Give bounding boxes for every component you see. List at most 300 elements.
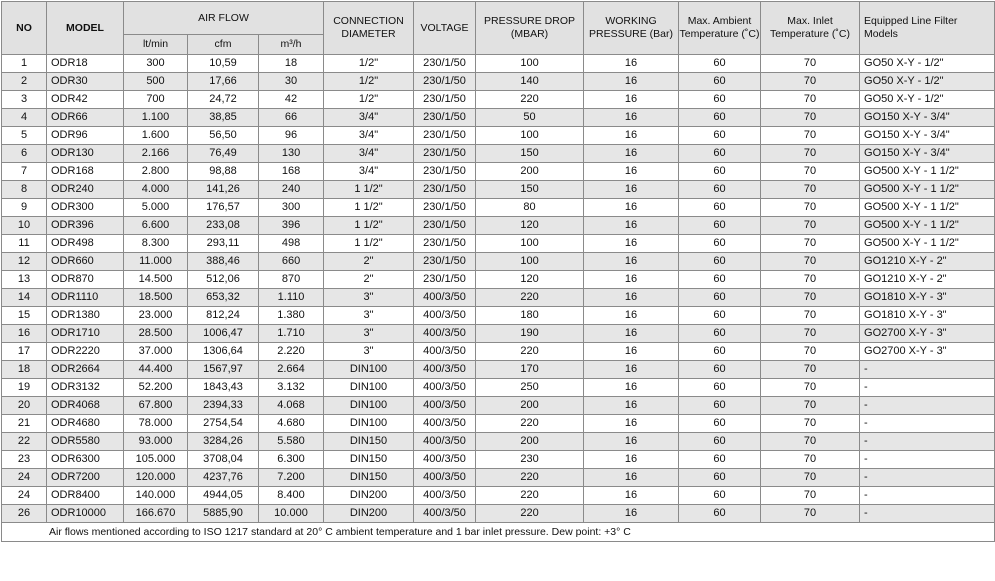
cell-max-ambient-temp: 60: [679, 127, 761, 145]
cell-max-inlet-temp: 70: [761, 307, 860, 325]
cell-working-pressure: 16: [584, 487, 679, 505]
cell-model: ODR4680: [47, 415, 124, 433]
cell-flow-cfm: 512,06: [188, 271, 259, 289]
cell-pressure-drop: 80: [476, 199, 584, 217]
table-row: [2, 397, 995, 415]
cell-flow-lt-min: 300: [124, 55, 188, 73]
cell-voltage: 230/1/50: [414, 73, 476, 91]
cell-flow-cfm: 141,26: [188, 181, 259, 199]
cell-filter-model: GO1210 X-Y - 2": [860, 271, 995, 289]
cell-voltage: 230/1/50: [414, 91, 476, 109]
cell-pressure-drop: 220: [476, 343, 584, 361]
table-row: [2, 55, 995, 73]
cell-no: 17: [2, 343, 47, 361]
cell-connection-diameter: 3/4": [324, 127, 414, 145]
cell-model: ODR10000: [47, 505, 124, 523]
cell-flow-cfm: 3708,04: [188, 451, 259, 469]
cell-flow-cfm: 24,72: [188, 91, 259, 109]
cell-flow-cfm: 5885,90: [188, 505, 259, 523]
cell-max-inlet-temp: 70: [761, 163, 860, 181]
cell-max-inlet-temp: 70: [761, 505, 860, 523]
cell-flow-m3h: 4.680: [259, 415, 324, 433]
cell-max-ambient-temp: 60: [679, 487, 761, 505]
cell-working-pressure: 16: [584, 469, 679, 487]
cell-pressure-drop: 120: [476, 271, 584, 289]
cell-working-pressure: 16: [584, 325, 679, 343]
cell-pressure-drop: 200: [476, 397, 584, 415]
cell-connection-diameter: DIN100: [324, 379, 414, 397]
cell-flow-lt-min: 67.800: [124, 397, 188, 415]
cell-flow-lt-min: 105.000: [124, 451, 188, 469]
cell-flow-lt-min: 52.200: [124, 379, 188, 397]
cell-max-inlet-temp: 70: [761, 109, 860, 127]
cell-flow-lt-min: 23.000: [124, 307, 188, 325]
cell-max-ambient-temp: 60: [679, 181, 761, 199]
cell-flow-cfm: 176,57: [188, 199, 259, 217]
cell-flow-m3h: 7.200: [259, 469, 324, 487]
cell-voltage: 230/1/50: [414, 199, 476, 217]
table-row: [2, 109, 995, 127]
table-row: [2, 451, 995, 469]
table-row: [2, 361, 995, 379]
cell-flow-m3h: 130: [259, 145, 324, 163]
cell-working-pressure: 16: [584, 415, 679, 433]
cell-filter-model: GO1810 X-Y - 3": [860, 289, 995, 307]
cell-flow-lt-min: 2.166: [124, 145, 188, 163]
specifications-table: [1, 1, 995, 542]
cell-flow-lt-min: 28.500: [124, 325, 188, 343]
cell-pressure-drop: 250: [476, 379, 584, 397]
cell-flow-lt-min: 1.600: [124, 127, 188, 145]
cell-max-inlet-temp: 70: [761, 343, 860, 361]
cell-max-inlet-temp: 70: [761, 199, 860, 217]
cell-model: ODR18: [47, 55, 124, 73]
cell-voltage: 230/1/50: [414, 217, 476, 235]
cell-voltage: 400/3/50: [414, 451, 476, 469]
cell-max-inlet-temp: 70: [761, 397, 860, 415]
cell-filter-model: GO150 X-Y - 3/4": [860, 127, 995, 145]
cell-max-ambient-temp: 60: [679, 199, 761, 217]
cell-max-inlet-temp: 70: [761, 127, 860, 145]
cell-max-ambient-temp: 60: [679, 109, 761, 127]
cell-working-pressure: 16: [584, 127, 679, 145]
table-row: [2, 73, 995, 91]
cell-flow-m3h: 1.710: [259, 325, 324, 343]
table-row: [2, 343, 995, 361]
cell-filter-model: GO500 X-Y - 1 1/2": [860, 235, 995, 253]
cell-flow-m3h: 6.300: [259, 451, 324, 469]
cell-connection-diameter: 3/4": [324, 145, 414, 163]
cell-voltage: 400/3/50: [414, 289, 476, 307]
cell-voltage: 230/1/50: [414, 271, 476, 289]
cell-no: 6: [2, 145, 47, 163]
cell-max-inlet-temp: 70: [761, 469, 860, 487]
cell-max-ambient-temp: 60: [679, 145, 761, 163]
table-row: [2, 145, 995, 163]
cell-no: 22: [2, 433, 47, 451]
header-air-flow-lt-min: lt/min: [124, 35, 188, 55]
cell-flow-m3h: 4.068: [259, 397, 324, 415]
cell-max-ambient-temp: 60: [679, 451, 761, 469]
cell-max-inlet-temp: 70: [761, 451, 860, 469]
cell-max-ambient-temp: 60: [679, 469, 761, 487]
table-row: [2, 91, 995, 109]
cell-no: 23: [2, 451, 47, 469]
cell-flow-m3h: 300: [259, 199, 324, 217]
cell-max-inlet-temp: 70: [761, 289, 860, 307]
cell-connection-diameter: DIN150: [324, 469, 414, 487]
cell-flow-cfm: 2394,33: [188, 397, 259, 415]
cell-pressure-drop: 100: [476, 127, 584, 145]
cell-flow-m3h: 10.000: [259, 505, 324, 523]
cell-flow-lt-min: 140.000: [124, 487, 188, 505]
table-row: [2, 199, 995, 217]
header-voltage: VOLTAGE: [414, 2, 476, 55]
cell-flow-cfm: 2754,54: [188, 415, 259, 433]
cell-pressure-drop: 200: [476, 433, 584, 451]
cell-working-pressure: 16: [584, 181, 679, 199]
header-air-flow-cfm: cfm: [188, 35, 259, 55]
cell-connection-diameter: 1 1/2": [324, 199, 414, 217]
cell-working-pressure: 16: [584, 199, 679, 217]
cell-voltage: 400/3/50: [414, 469, 476, 487]
cell-working-pressure: 16: [584, 217, 679, 235]
table-row: [2, 415, 995, 433]
cell-max-inlet-temp: 70: [761, 271, 860, 289]
cell-pressure-drop: 50: [476, 109, 584, 127]
table-row: [2, 433, 995, 451]
cell-flow-lt-min: 5.000: [124, 199, 188, 217]
cell-pressure-drop: 230: [476, 451, 584, 469]
table-body: [2, 55, 995, 523]
cell-filter-model: -: [860, 397, 995, 415]
cell-flow-lt-min: 120.000: [124, 469, 188, 487]
cell-model: ODR7200: [47, 469, 124, 487]
cell-connection-diameter: 1 1/2": [324, 217, 414, 235]
cell-connection-diameter: DIN200: [324, 487, 414, 505]
cell-max-inlet-temp: 70: [761, 253, 860, 271]
cell-voltage: 230/1/50: [414, 55, 476, 73]
cell-model: ODR6300: [47, 451, 124, 469]
cell-no: 4: [2, 109, 47, 127]
cell-model: ODR870: [47, 271, 124, 289]
cell-no: 7: [2, 163, 47, 181]
cell-pressure-drop: 140: [476, 73, 584, 91]
cell-max-ambient-temp: 60: [679, 433, 761, 451]
cell-voltage: 400/3/50: [414, 325, 476, 343]
cell-working-pressure: 16: [584, 163, 679, 181]
cell-flow-m3h: 168: [259, 163, 324, 181]
header-filter-models: Equipped Line Filter Models: [860, 2, 995, 55]
cell-flow-m3h: 1.380: [259, 307, 324, 325]
cell-voltage: 230/1/50: [414, 145, 476, 163]
table-row: [2, 217, 995, 235]
cell-no: 15: [2, 307, 47, 325]
cell-pressure-drop: 220: [476, 469, 584, 487]
cell-flow-cfm: 812,24: [188, 307, 259, 325]
cell-flow-m3h: 660: [259, 253, 324, 271]
cell-connection-diameter: 3": [324, 289, 414, 307]
cell-flow-m3h: 5.580: [259, 433, 324, 451]
cell-max-ambient-temp: 60: [679, 163, 761, 181]
cell-connection-diameter: 3": [324, 325, 414, 343]
cell-working-pressure: 16: [584, 73, 679, 91]
cell-working-pressure: 16: [584, 307, 679, 325]
cell-working-pressure: 16: [584, 451, 679, 469]
cell-voltage: 400/3/50: [414, 433, 476, 451]
cell-max-ambient-temp: 60: [679, 271, 761, 289]
cell-flow-lt-min: 500: [124, 73, 188, 91]
cell-flow-lt-min: 8.300: [124, 235, 188, 253]
cell-filter-model: GO500 X-Y - 1 1/2": [860, 163, 995, 181]
cell-filter-model: GO50 X-Y - 1/2": [860, 55, 995, 73]
cell-flow-cfm: 4944,05: [188, 487, 259, 505]
cell-model: ODR1380: [47, 307, 124, 325]
cell-model: ODR240: [47, 181, 124, 199]
cell-model: ODR42: [47, 91, 124, 109]
cell-filter-model: GO500 X-Y - 1 1/2": [860, 181, 995, 199]
cell-max-ambient-temp: 60: [679, 73, 761, 91]
cell-max-inlet-temp: 70: [761, 487, 860, 505]
cell-working-pressure: 16: [584, 343, 679, 361]
cell-voltage: 230/1/50: [414, 181, 476, 199]
cell-pressure-drop: 100: [476, 235, 584, 253]
cell-flow-m3h: 96: [259, 127, 324, 145]
cell-voltage: 400/3/50: [414, 415, 476, 433]
cell-max-ambient-temp: 60: [679, 505, 761, 523]
cell-no: 21: [2, 415, 47, 433]
cell-flow-m3h: 870: [259, 271, 324, 289]
cell-model: ODR498: [47, 235, 124, 253]
cell-max-ambient-temp: 60: [679, 307, 761, 325]
cell-no: 8: [2, 181, 47, 199]
cell-flow-lt-min: 11.000: [124, 253, 188, 271]
cell-flow-cfm: 1567,97: [188, 361, 259, 379]
cell-model: ODR66: [47, 109, 124, 127]
cell-voltage: 400/3/50: [414, 505, 476, 523]
cell-model: ODR396: [47, 217, 124, 235]
cell-no: 2: [2, 73, 47, 91]
cell-no: 14: [2, 289, 47, 307]
header-no: NO: [2, 2, 47, 55]
cell-pressure-drop: 220: [476, 91, 584, 109]
header-pressure-drop: PRESSURE DROP (MBAR): [476, 2, 584, 55]
header-model: MODEL: [47, 2, 124, 55]
cell-voltage: 400/3/50: [414, 343, 476, 361]
cell-voltage: 400/3/50: [414, 397, 476, 415]
cell-max-ambient-temp: 60: [679, 289, 761, 307]
cell-flow-lt-min: 93.000: [124, 433, 188, 451]
cell-working-pressure: 16: [584, 55, 679, 73]
cell-filter-model: GO150 X-Y - 3/4": [860, 145, 995, 163]
cell-connection-diameter: 2": [324, 271, 414, 289]
table-row: [2, 235, 995, 253]
cell-filter-model: GO500 X-Y - 1 1/2": [860, 217, 995, 235]
cell-max-inlet-temp: 70: [761, 235, 860, 253]
cell-voltage: 230/1/50: [414, 127, 476, 145]
cell-pressure-drop: 220: [476, 487, 584, 505]
cell-connection-diameter: DIN200: [324, 505, 414, 523]
cell-max-ambient-temp: 60: [679, 253, 761, 271]
cell-flow-cfm: 56,50: [188, 127, 259, 145]
cell-max-inlet-temp: 70: [761, 55, 860, 73]
cell-max-inlet-temp: 70: [761, 415, 860, 433]
header-max-inlet-temperature: Max. Inlet Temperature (˚C): [761, 2, 860, 55]
cell-flow-lt-min: 2.800: [124, 163, 188, 181]
cell-flow-lt-min: 700: [124, 91, 188, 109]
cell-voltage: 400/3/50: [414, 379, 476, 397]
cell-voltage: 230/1/50: [414, 235, 476, 253]
cell-filter-model: -: [860, 469, 995, 487]
cell-voltage: 400/3/50: [414, 361, 476, 379]
cell-no: 24: [2, 487, 47, 505]
cell-working-pressure: 16: [584, 109, 679, 127]
cell-connection-diameter: 3": [324, 343, 414, 361]
cell-voltage: 230/1/50: [414, 253, 476, 271]
cell-flow-lt-min: 1.100: [124, 109, 188, 127]
cell-no: 16: [2, 325, 47, 343]
cell-connection-diameter: DIN100: [324, 397, 414, 415]
table-row: [2, 253, 995, 271]
cell-working-pressure: 16: [584, 361, 679, 379]
cell-model: ODR660: [47, 253, 124, 271]
cell-max-ambient-temp: 60: [679, 217, 761, 235]
table-row: [2, 163, 995, 181]
cell-max-inlet-temp: 70: [761, 181, 860, 199]
cell-model: ODR1110: [47, 289, 124, 307]
cell-max-ambient-temp: 60: [679, 325, 761, 343]
cell-filter-model: GO50 X-Y - 1/2": [860, 73, 995, 91]
cell-pressure-drop: 170: [476, 361, 584, 379]
cell-pressure-drop: 150: [476, 145, 584, 163]
cell-filter-model: GO1810 X-Y - 3": [860, 307, 995, 325]
cell-connection-diameter: 3": [324, 307, 414, 325]
cell-max-ambient-temp: 60: [679, 397, 761, 415]
cell-connection-diameter: 1 1/2": [324, 235, 414, 253]
cell-max-ambient-temp: 60: [679, 235, 761, 253]
cell-max-inlet-temp: 70: [761, 145, 860, 163]
cell-max-inlet-temp: 70: [761, 433, 860, 451]
cell-max-ambient-temp: 60: [679, 91, 761, 109]
cell-no: 5: [2, 127, 47, 145]
cell-filter-model: GO500 X-Y - 1 1/2": [860, 199, 995, 217]
cell-flow-cfm: 233,08: [188, 217, 259, 235]
cell-connection-diameter: 1/2": [324, 73, 414, 91]
cell-filter-model: -: [860, 433, 995, 451]
cell-filter-model: GO50 X-Y - 1/2": [860, 91, 995, 109]
cell-pressure-drop: 100: [476, 55, 584, 73]
cell-pressure-drop: 220: [476, 505, 584, 523]
header-working-pressure: WORKING PRESSURE (Bar): [584, 2, 679, 55]
cell-working-pressure: 16: [584, 235, 679, 253]
cell-pressure-drop: 220: [476, 415, 584, 433]
cell-flow-lt-min: 37.000: [124, 343, 188, 361]
cell-pressure-drop: 220: [476, 289, 584, 307]
cell-working-pressure: 16: [584, 397, 679, 415]
cell-model: ODR300: [47, 199, 124, 217]
cell-flow-m3h: 42: [259, 91, 324, 109]
cell-pressure-drop: 180: [476, 307, 584, 325]
cell-filter-model: GO2700 X-Y - 3": [860, 325, 995, 343]
cell-pressure-drop: 100: [476, 253, 584, 271]
cell-flow-cfm: 1006,47: [188, 325, 259, 343]
cell-flow-cfm: 1306,64: [188, 343, 259, 361]
cell-flow-m3h: 1.110: [259, 289, 324, 307]
cell-max-inlet-temp: 70: [761, 361, 860, 379]
cell-flow-m3h: 3.132: [259, 379, 324, 397]
table-row: [2, 181, 995, 199]
cell-flow-lt-min: 18.500: [124, 289, 188, 307]
cell-model: ODR96: [47, 127, 124, 145]
cell-filter-model: -: [860, 379, 995, 397]
cell-working-pressure: 16: [584, 289, 679, 307]
footnote: Air flows mentioned according to ISO 1217 standard at 20° C ambient temperature and 1 bar inlet pressure. Dew point: +3° C: [2, 523, 995, 542]
cell-max-inlet-temp: 70: [761, 217, 860, 235]
cell-no: 20: [2, 397, 47, 415]
cell-model: ODR168: [47, 163, 124, 181]
cell-model: ODR130: [47, 145, 124, 163]
cell-connection-diameter: DIN100: [324, 415, 414, 433]
cell-flow-lt-min: 78.000: [124, 415, 188, 433]
cell-flow-lt-min: 4.000: [124, 181, 188, 199]
cell-pressure-drop: 190: [476, 325, 584, 343]
cell-model: ODR3132: [47, 379, 124, 397]
cell-pressure-drop: 150: [476, 181, 584, 199]
cell-max-inlet-temp: 70: [761, 91, 860, 109]
cell-filter-model: -: [860, 361, 995, 379]
cell-no: 13: [2, 271, 47, 289]
cell-filter-model: -: [860, 451, 995, 469]
cell-flow-m3h: 66: [259, 109, 324, 127]
cell-connection-diameter: 1/2": [324, 91, 414, 109]
cell-no: 1: [2, 55, 47, 73]
cell-connection-diameter: 1 1/2": [324, 181, 414, 199]
cell-no: 24: [2, 469, 47, 487]
cell-max-ambient-temp: 60: [679, 55, 761, 73]
cell-working-pressure: 16: [584, 145, 679, 163]
cell-voltage: 400/3/50: [414, 487, 476, 505]
cell-flow-lt-min: 166.670: [124, 505, 188, 523]
cell-flow-cfm: 653,32: [188, 289, 259, 307]
cell-flow-cfm: 38,85: [188, 109, 259, 127]
header-air-flow: AIR FLOW: [124, 2, 324, 35]
cell-no: 26: [2, 505, 47, 523]
cell-flow-m3h: 240: [259, 181, 324, 199]
cell-no: 10: [2, 217, 47, 235]
cell-no: 12: [2, 253, 47, 271]
table-row: [2, 307, 995, 325]
cell-working-pressure: 16: [584, 253, 679, 271]
cell-pressure-drop: 120: [476, 217, 584, 235]
cell-connection-diameter: DIN100: [324, 361, 414, 379]
cell-flow-m3h: 18: [259, 55, 324, 73]
table-row: [2, 289, 995, 307]
cell-flow-lt-min: 14.500: [124, 271, 188, 289]
cell-connection-diameter: DIN150: [324, 451, 414, 469]
cell-flow-cfm: 388,46: [188, 253, 259, 271]
table-row: [2, 379, 995, 397]
cell-pressure-drop: 200: [476, 163, 584, 181]
cell-filter-model: -: [860, 505, 995, 523]
cell-flow-lt-min: 44.400: [124, 361, 188, 379]
cell-filter-model: GO1210 X-Y - 2": [860, 253, 995, 271]
cell-flow-m3h: 2.220: [259, 343, 324, 361]
cell-filter-model: GO150 X-Y - 3/4": [860, 109, 995, 127]
cell-model: ODR8400: [47, 487, 124, 505]
cell-flow-cfm: 10,59: [188, 55, 259, 73]
cell-working-pressure: 16: [584, 505, 679, 523]
cell-model: ODR1710: [47, 325, 124, 343]
